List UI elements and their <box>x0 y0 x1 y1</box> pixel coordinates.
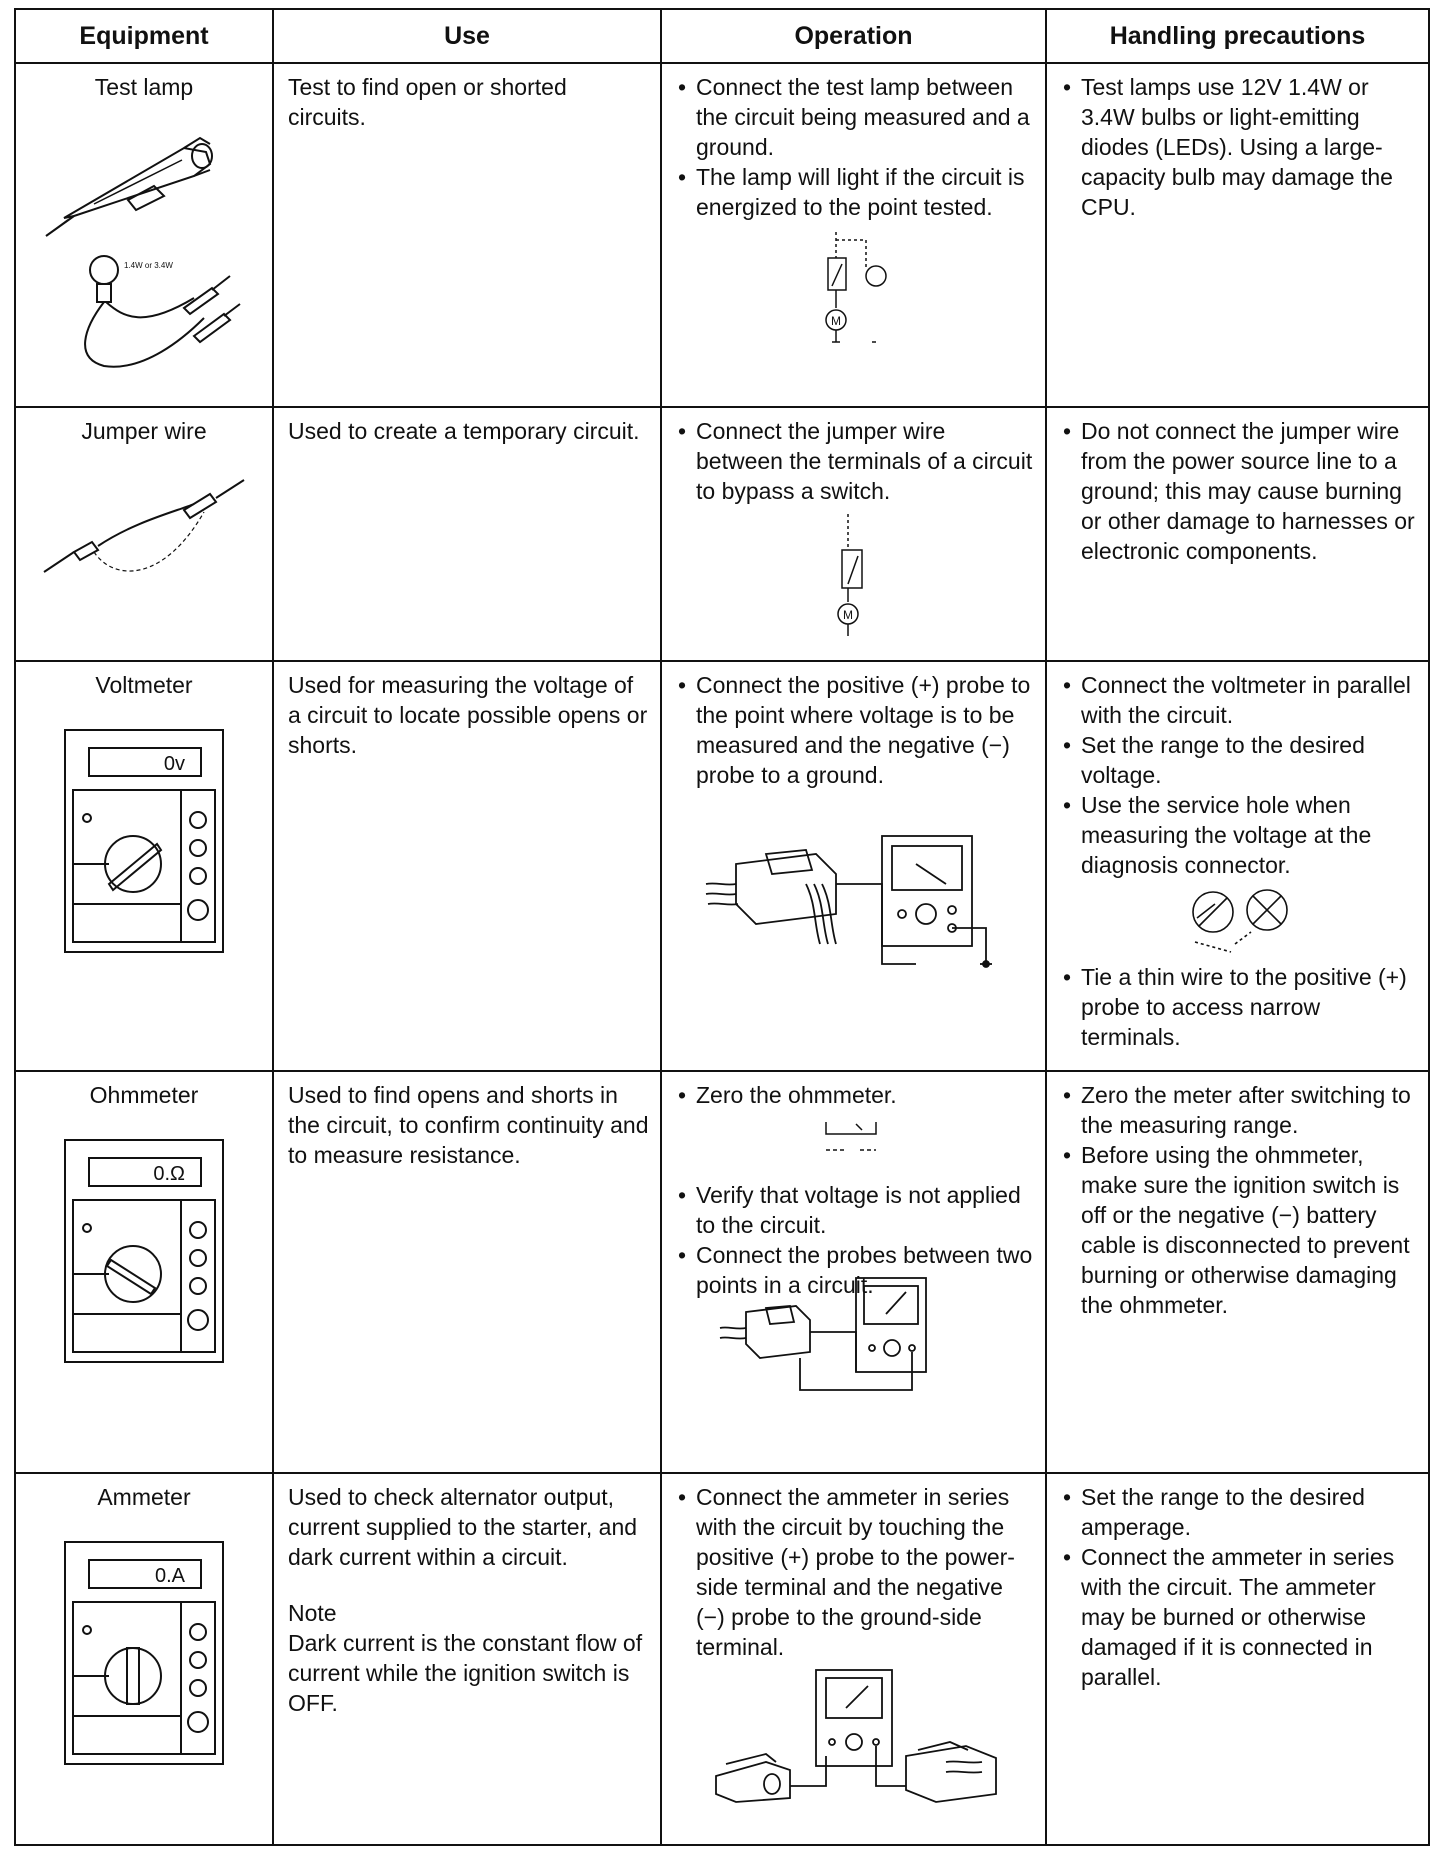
ammeter-connection-diagram <box>706 1666 1006 1806</box>
precaution-item: • Before using the ohmmeter, make sure the ignition switch is off or the negative (−) battery cable is disconnected to prevent burning or otherwise damaging the ohmmeter. <box>1061 1140 1418 1320</box>
equipment-name: Ammeter <box>97 1484 191 1510</box>
header-operation: Operation <box>661 9 1046 63</box>
jumper-circuit-diagram <box>806 510 906 640</box>
precaution-item: • Connect the voltmeter in parallel with the circuit. <box>1061 670 1418 730</box>
precaution-item: • Zero the meter after switching to the measuring range. <box>1061 1080 1418 1140</box>
precautions-cell <box>1046 1071 1429 1473</box>
equipment-cell <box>15 1473 273 1845</box>
voltmeter-illustration <box>59 724 229 964</box>
header-row <box>15 9 1429 63</box>
svg-text:M: M <box>830 314 841 328</box>
svg-text:M: M <box>842 608 853 622</box>
service-hole-probe-illustration <box>1175 882 1305 962</box>
use-cell <box>273 63 661 407</box>
ammeter-illustration <box>59 1536 229 1776</box>
use-text: Used to check alternator output, current supplied to the starter, and dark current within a circuit. <box>288 1484 638 1570</box>
equipment-name: Ohmmeter <box>89 1082 199 1108</box>
operation-item: • Connect the ammeter in series with the circuit by touching the positive (+) probe to the power-side terminal and the negative (−) probe to the ground-side terminal. <box>676 1482 1035 1662</box>
precaution-item: • Use the service hole when measuring the voltage at the diagnosis connector. <box>1061 790 1418 880</box>
table-row-ammeter <box>15 1473 1429 1845</box>
jumper-wire-illustration <box>34 452 254 592</box>
header-use: Use <box>273 9 661 63</box>
equipment-name: Voltmeter <box>95 672 193 698</box>
precaution-item: • Connect the ammeter in series with the circuit. The ammeter may be burned or otherwise damaged if it is connected in parallel. <box>1061 1542 1418 1692</box>
use-cell <box>273 1473 661 1845</box>
operation-cell <box>661 1473 1046 1845</box>
svg-text:0.A: 0.A <box>154 1565 185 1587</box>
use-cell <box>273 407 661 661</box>
use-text: Test to find open or shorted circuits. <box>288 74 567 130</box>
table-row-ohmmeter <box>15 1071 1429 1473</box>
header-equipment: Equipment <box>15 9 273 63</box>
precaution-item: • Test lamps use 12V 1.4W or 3.4W bulbs or light-emitting diodes (LEDs). Using a large-capacity bulb may damage the CPU. <box>1061 72 1418 222</box>
table-row-jumper-wire <box>15 407 1429 661</box>
test-lamp-illustration <box>34 108 254 378</box>
operation-item: • Verify that voltage is not applied to the circuit. <box>676 1180 1035 1240</box>
voltmeter-connection-diagram <box>696 824 1016 974</box>
operation-item: • Connect the probes between two points in a circuit. <box>676 1240 1035 1300</box>
table-row-test-lamp <box>15 63 1429 407</box>
ohmmeter-illustration <box>59 1134 229 1374</box>
precautions-cell <box>1046 407 1429 661</box>
operation-item: • Connect the jumper wire between the terminals of a circuit to bypass a switch. <box>676 416 1035 506</box>
equipment-cell <box>15 407 273 661</box>
precaution-item: • Do not connect the jumper wire from the power source line to a ground; this may cause burning or other damage to harnesses or electronic components. <box>1061 416 1418 566</box>
use-cell <box>273 661 661 1071</box>
precaution-item: • Set the range to the desired amperage. <box>1061 1482 1418 1542</box>
precaution-item: • Set the range to the desired voltage. <box>1061 730 1418 790</box>
operation-item: • Connect the test lamp between the circuit being measured and a ground. <box>676 72 1035 162</box>
equipment-table-sheet <box>14 8 1428 1846</box>
precautions-cell <box>1046 63 1429 407</box>
operation-item: • The lamp will light if the circuit is energized to the point tested. <box>676 162 1035 222</box>
zero-adjust-icon <box>816 1116 896 1160</box>
operation-cell <box>661 661 1046 1071</box>
use-text: Used to find opens and shorts in the circuit, to confirm continuity and to measure resistance. <box>288 1082 649 1168</box>
note-title: Note <box>288 1600 337 1626</box>
operation-cell <box>661 1071 1046 1473</box>
precaution-item: • Tie a thin wire to the positive (+) probe to access narrow terminals. <box>1061 962 1418 1052</box>
equipment-name: Jumper wire <box>81 418 207 444</box>
equipment-cell <box>15 661 273 1071</box>
note-text: Dark current is the constant flow of current while the ignition switch is OFF. <box>288 1630 643 1716</box>
operation-cell <box>661 63 1046 407</box>
table-row-voltmeter <box>15 661 1429 1071</box>
svg-text:0.Ω: 0.Ω <box>153 1163 185 1185</box>
equipment-name: Test lamp <box>94 74 194 100</box>
equipment-table <box>14 8 1430 1846</box>
equipment-cell <box>15 63 273 407</box>
header-handling-precautions: Handling precautions <box>1046 9 1429 63</box>
operation-cell <box>661 407 1046 661</box>
operation-item: • Connect the positive (+) probe to the point where voltage is to be measured and the negative (−) probe to a ground. <box>676 670 1035 790</box>
equipment-cell <box>15 1071 273 1473</box>
use-text: Used to create a temporary circuit. <box>288 418 640 444</box>
precautions-cell <box>1046 1473 1429 1845</box>
svg-text:0v: 0v <box>163 753 185 775</box>
use-cell <box>273 1071 661 1473</box>
precautions-cell <box>1046 661 1429 1071</box>
svg-text:1.4W or 3.4W: 1.4W or 3.4W <box>124 261 173 270</box>
test-lamp-circuit-diagram <box>796 228 916 348</box>
operation-item: • Zero the ohmmeter. <box>676 1080 1035 1110</box>
use-text: Used for measuring the voltage of a circuit to locate possible opens or shorts. <box>288 672 648 758</box>
